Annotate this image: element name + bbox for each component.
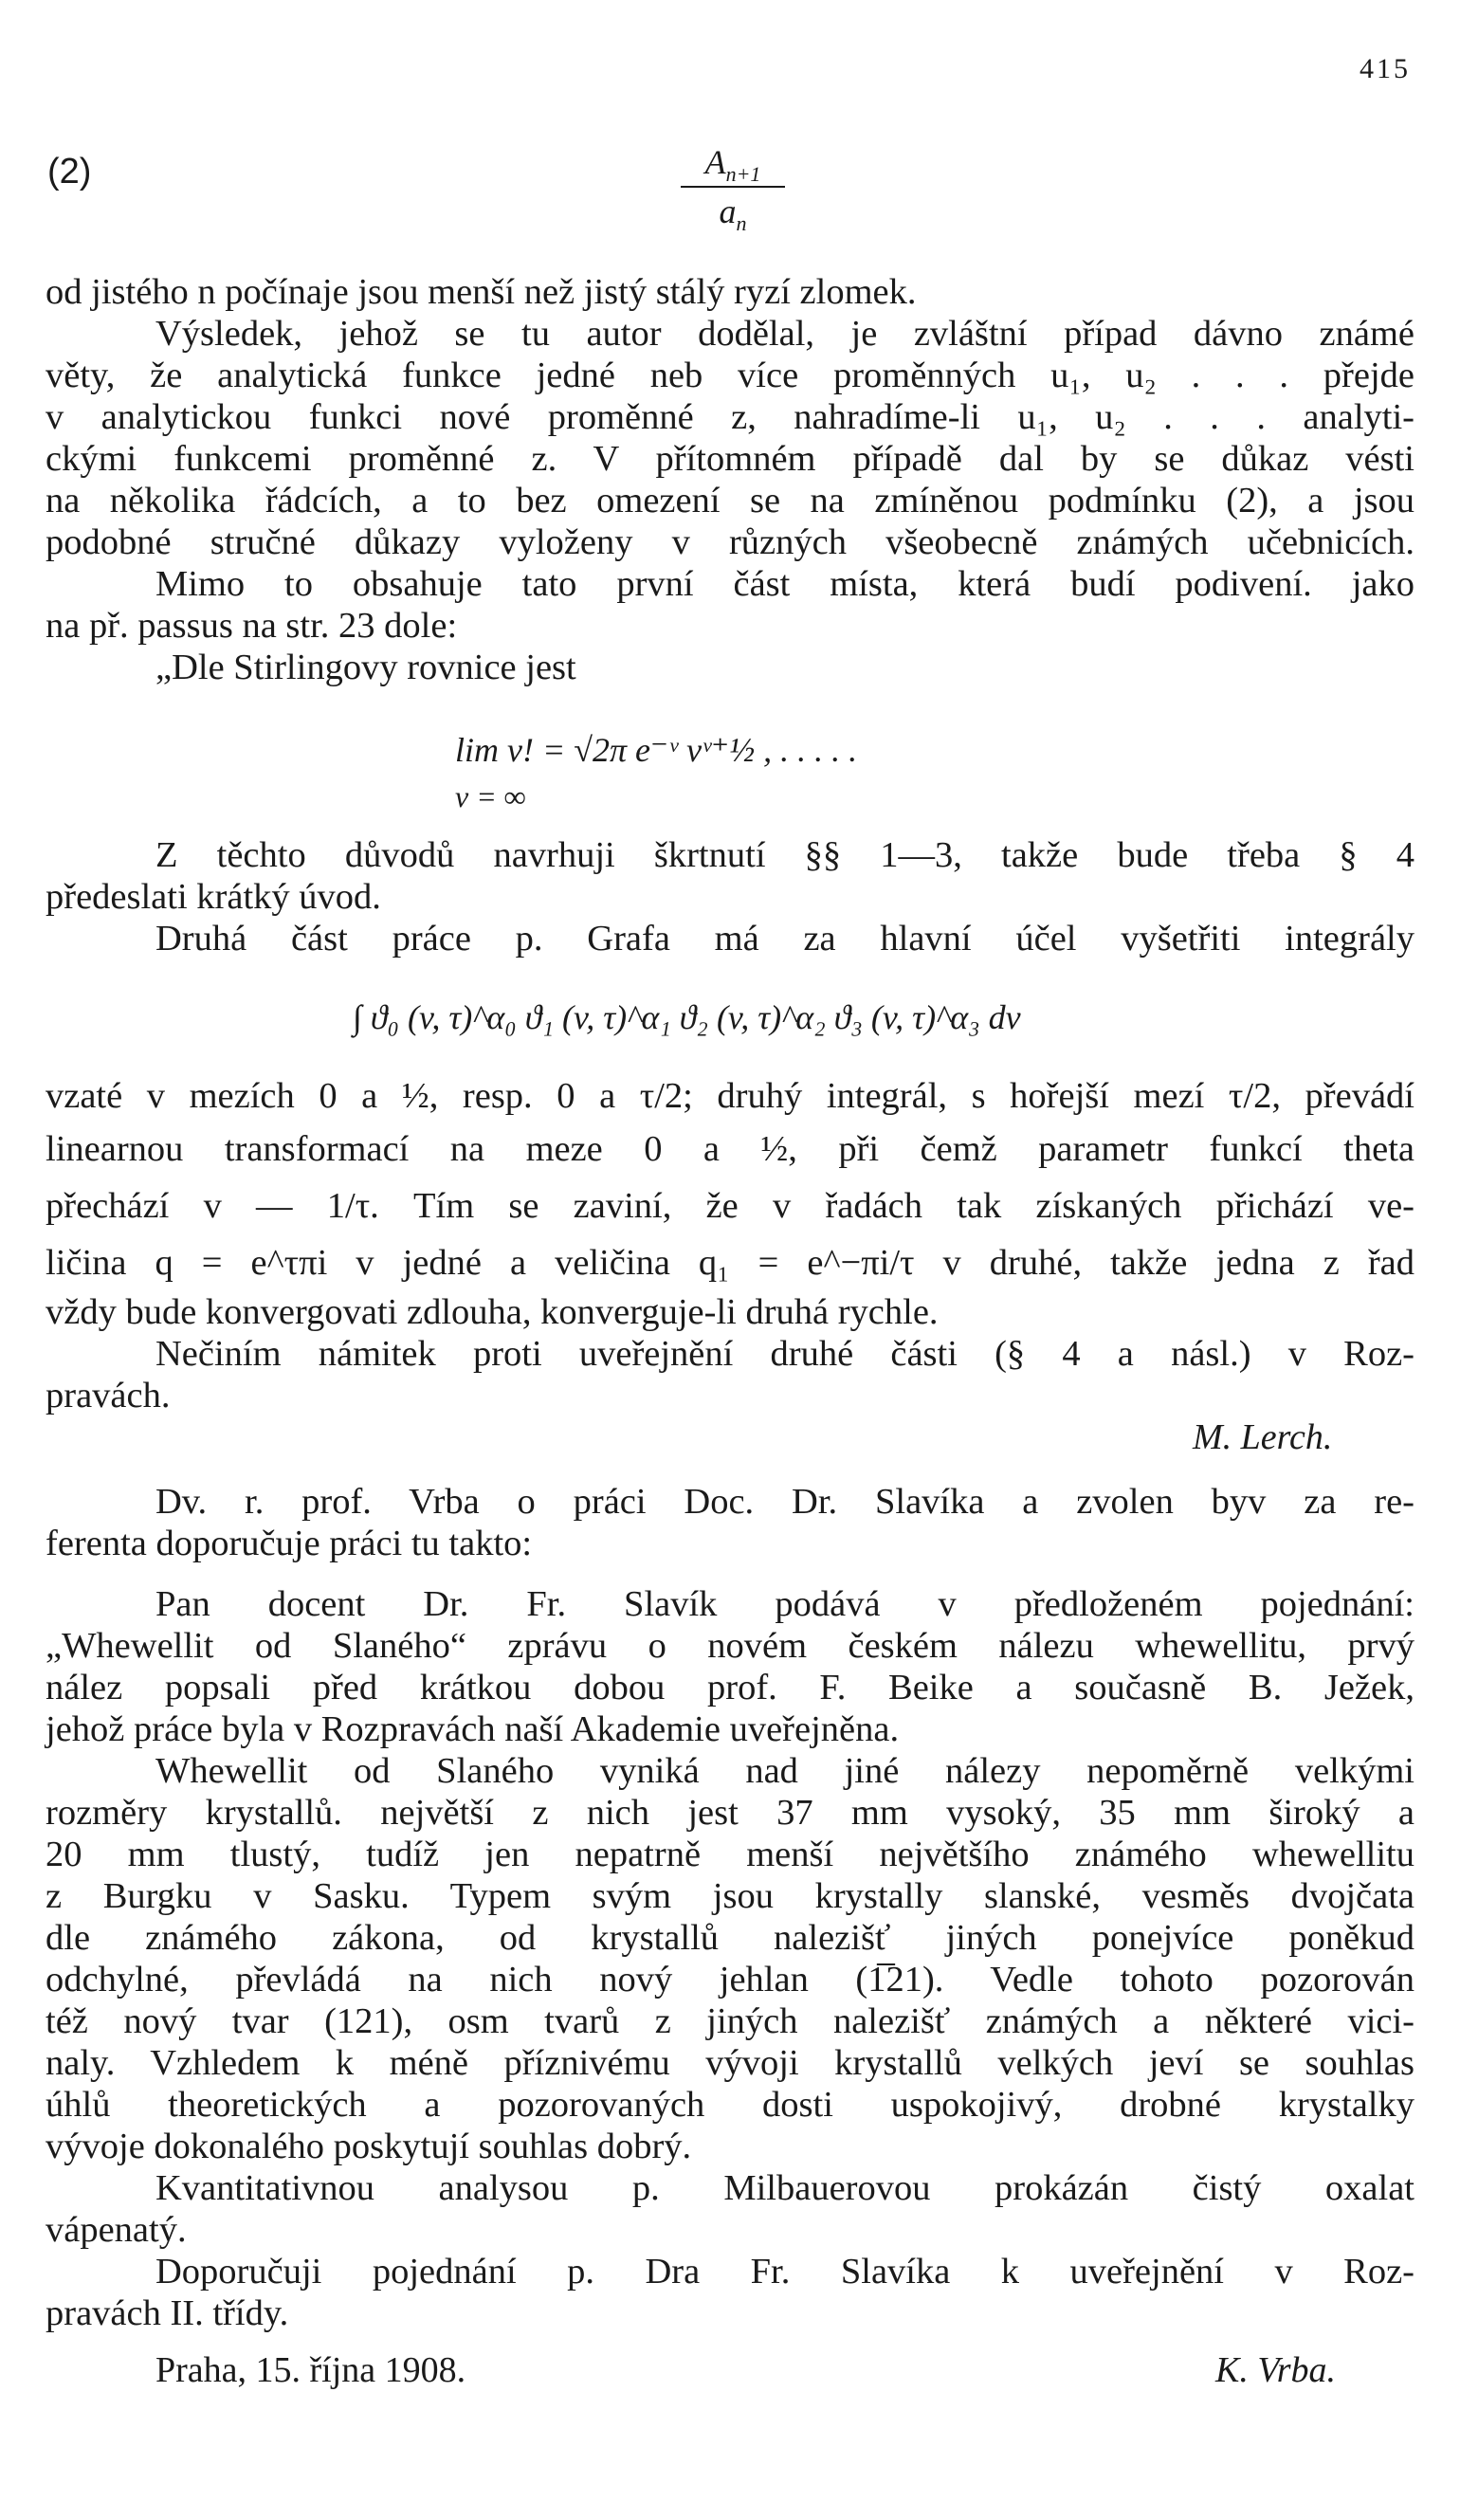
text-line: úhlů theoretických a pozorovaných dosti uspokojivý, drobné krystalky (46, 2085, 1414, 2125)
text-line: pravách. (46, 1376, 171, 1415)
theta-integral-formula: ∫ ϑ₀ (v, τ)^α₀ ϑ₁ (v, τ)^α₁ ϑ₂ (v, τ)^α₂ ϑ₃ (v, τ)^α₃ dv (353, 998, 1021, 1036)
equation-label: (2) (47, 152, 92, 192)
text-line: Výsledek, jehož se tu autor dodělal, je zvláštní případ dávno známé (155, 314, 1414, 354)
text-line: odchylné, převládá na nich nový jehlan (1̅21). Vedle tohoto pozorován (46, 1960, 1414, 2000)
text-line: věty, že analytická funkce jedné neb více proměnných u₁, u₂ . . . přejde (46, 356, 1414, 395)
text-line: „Dle Stirlingovy rovnice jest (155, 648, 576, 687)
stirling-formula: lim v! = √2π e⁻ᵛ vᵛ⁺½ , . . . . . (455, 731, 858, 769)
text-line: Doporučuji pojednání p. Dra Fr. Slavíka k uveřejnění v Roz- (155, 2252, 1414, 2292)
text-line: Dv. r. prof. Vrba o práci Doc. Dr. Slavíka a zvolen byv za re- (155, 1482, 1414, 1522)
text-line: nález popsali před krátkou dobou prof. F. Beike a současně B. Ježek, (46, 1668, 1414, 1707)
text-line: přechází v — 1/τ. Tím se zaviní, že v řadách tak získaných přichází ve- (46, 1186, 1414, 1226)
text-line: Pan docent Dr. Fr. Slavík podává v předloženém pojednání: (155, 1584, 1414, 1624)
text-line: „Whewellit od Slaného“ zprávu o novém českém nálezu whewellitu, prvý (46, 1626, 1414, 1666)
signature-lerch: M. Lerch. (1193, 1417, 1333, 1457)
review-lerch-text (46, 271, 1414, 688)
text-line: ferenta doporučuje práci tu takto: (46, 1524, 533, 1563)
text-line: na př. passus na str. 23 dole: (46, 606, 458, 646)
ratio-fraction (681, 142, 785, 236)
text-line: vývoje dokonalého poskytují souhlas dobrý. (46, 2127, 692, 2166)
text-line: Druhá část práce p. Grafa má za hlavní účel vyšetřiti integrály (155, 919, 1414, 959)
stirling-formula-limit: v = ∞ (455, 779, 526, 813)
review-lerch-text-2 (46, 834, 1414, 959)
text-line: vzaté v mezích 0 a ½, resp. 0 a τ/2; druhý integrál, s hořejší mezí τ/2, převádí (46, 1076, 1414, 1116)
text-line: dle známého zákona, od krystallů nalezišť jiných ponejvíce poněkud (46, 1918, 1414, 1958)
text-line: ličina q = e^τπi v jedné a veličina q₁ = e^−πi/τ v druhé, takže jedna z řad (46, 1243, 1414, 1283)
text-line: Mimo to obsahuje tato první část místa, která budí podivení. jako (155, 564, 1414, 604)
page-number: 415 (1360, 53, 1411, 84)
text-line: pravách II. třídy. (46, 2293, 289, 2333)
text-line: vždy bude konvergovati zdlouha, konverguje-li druhá rychle. (46, 1292, 939, 1332)
fraction-denominator: $a_n$ (719, 192, 747, 236)
text-line: předeslati krátký úvod. (46, 877, 381, 917)
fraction-numerator: $A_{n+1}$ (681, 142, 785, 188)
text-line: Nečiním námitek proti uveřejnění druhé části (§ 4 a násl.) v Roz- (155, 1334, 1414, 1374)
text-line: Z těchto důvodů navrhuji škrtnutí §§ 1—3, takže bude třeba § 4 (155, 835, 1414, 875)
review-lerch-text-3 (46, 1075, 1414, 1416)
text-line: Whewellit od Slaného vyniká nad jiné nálezy nepoměrně velkými (155, 1751, 1414, 1791)
text-line: vápenatý. (46, 2210, 187, 2250)
text-line: od jistého n počínaje jsou menší než jistý stálý ryzí zlomek. (46, 272, 917, 312)
signature-vrba: K. Vrba. (1215, 2350, 1337, 2390)
text-line: ckými funkcemi proměnné z. V přítomném případě dal by se důkaz vésti (46, 439, 1414, 479)
text-line: Kvantitativnou analysou p. Milbauerovou prokázán čistý oxalat (155, 2168, 1414, 2208)
text-line: z Burgku v Sasku. Typem svým jsou krystally slanské, vesměs dvojčata (46, 1876, 1414, 1916)
text-line: naly. Vzhledem k méně příznivému vývoji krystallů velkých jeví se souhlas (46, 2043, 1414, 2083)
review-vrba-text (46, 1481, 1414, 2334)
text-line: 20 mm tlustý, tudíž jen nepatrně menší největšího známého whewellitu (46, 1835, 1414, 1874)
text-line: rozměry krystallů. největší z nich jest 37 mm vysoký, 35 mm široký a (46, 1793, 1414, 1833)
text-line: v analytickou funkci nové proměnné z, nahradíme-li u₁, u₂ . . . analyti- (46, 397, 1414, 437)
text-line: podobné stručné důkazy vyloženy v různých všeobecně známých učebnicích. (46, 522, 1414, 562)
date-line: Praha, 15. října 1908. (155, 2350, 466, 2390)
text-line: jehož práce byla v Rozpravách naší Akademie uveřejněna. (46, 1709, 900, 1749)
text-line: linearnou transformací na meze 0 a ½, při čemž parametr funkcí theta (46, 1129, 1414, 1169)
text-line: též nový tvar (121), osm tvarů z jiných nalezišť známých a některé vici- (46, 2001, 1414, 2041)
text-line: na několika řádcích, a to bez omezení se na zmíněnou podmínku (2), a jsou (46, 481, 1414, 520)
